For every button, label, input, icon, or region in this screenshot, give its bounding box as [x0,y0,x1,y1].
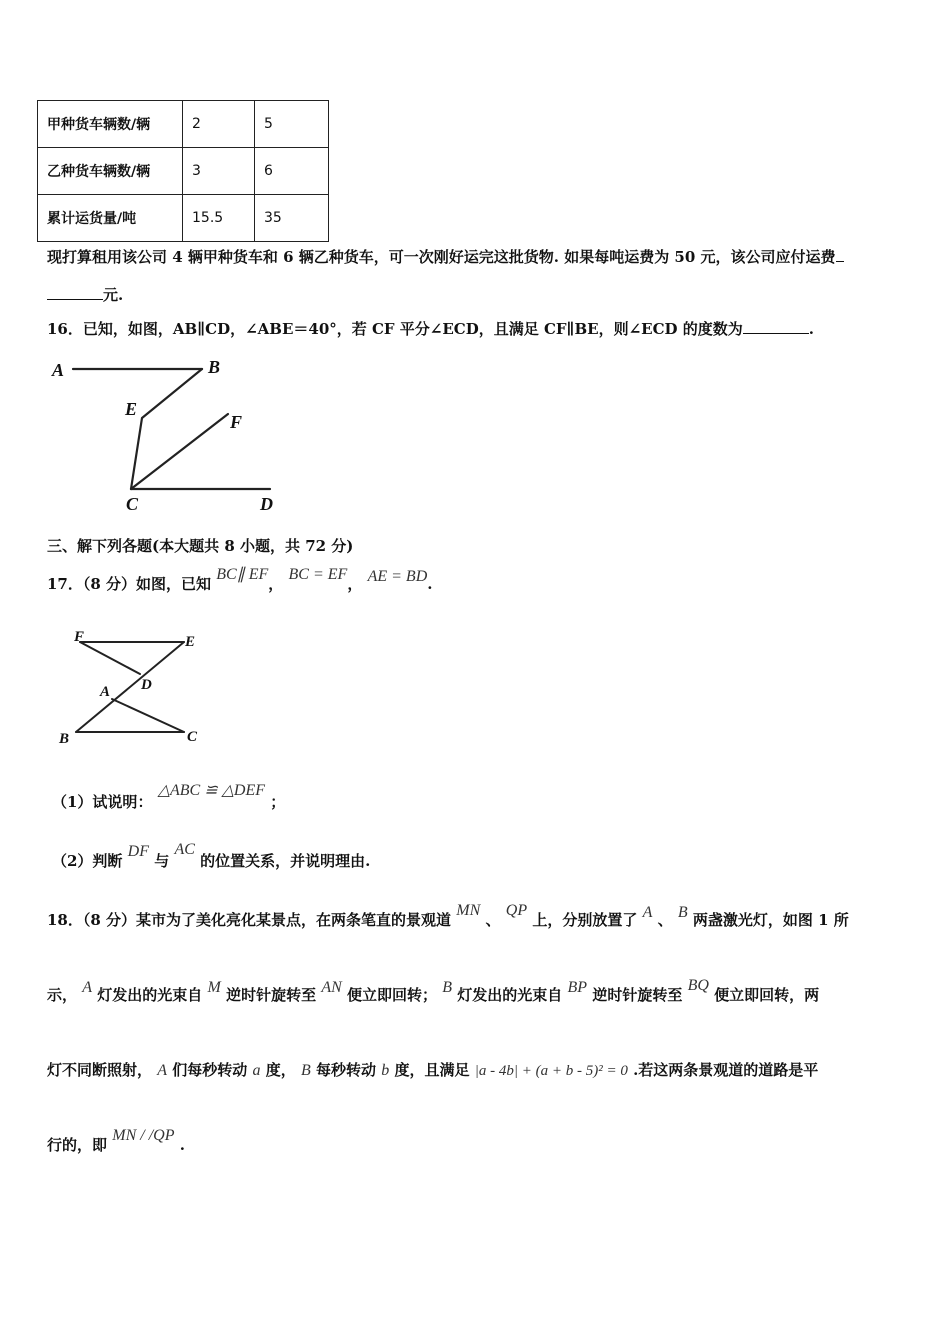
q15-unit: 元. [103,286,124,304]
q18-text: . [179,1136,185,1154]
q18-math: MN / /QP [112,1127,175,1144]
q18-text: 逆时针旋转至 [226,986,317,1004]
table-cell: 15.5 [183,195,255,242]
q17-math-3: AE = BD [367,568,428,585]
q17-sep1: ， [268,575,284,593]
q18-text: 示， [47,986,78,1004]
q18-text: 度， [265,1061,296,1079]
label-c: C [126,494,139,514]
q18-line-1 [47,902,849,930]
q16-text [47,318,814,339]
q15-line2 [47,284,123,305]
answer-blank [743,319,809,334]
q18-equation: |a - 4b| + (a + b - 5)² = 0 [474,1063,628,1079]
segment-cf [131,414,228,489]
q18-math: B [677,904,688,921]
q18-text: 度，且满足 [394,1061,470,1079]
label-d: D [260,494,273,514]
segment-ac [112,699,184,732]
q17-sep2: ， [347,575,363,593]
q16-end: . [808,320,815,338]
table-cell: 累计运货量/吨 [38,195,183,242]
q18-math: MN [456,902,481,919]
q17-prefix: 17．（8 分）如图，已知 [47,575,212,593]
table-row [38,101,329,148]
q18-text: 每秒转动 [316,1061,377,1079]
q17-figure [52,622,212,748]
label-a: A [100,684,111,700]
q18-text: 灯发出的光束自 [457,986,563,1004]
q17-part2-math-1: DF [127,843,149,860]
q18-line-4 [47,1127,185,1155]
q18-line-3 [47,1059,818,1080]
q17-part2-mid: 与 [154,852,170,870]
q16-figure [40,352,300,517]
q17-math-1: BC∥ EF [216,566,269,583]
label-d: D [141,677,152,693]
q17-part2-prefix: （2）判断 [52,852,123,870]
q17-end: . [427,575,433,593]
answer-blank [836,247,844,262]
label-c: C [187,729,198,745]
q18-math: b [381,1062,390,1079]
q18-text: 两盏激光灯，如图 1 所 [692,911,849,929]
table-cell: 35 [255,195,329,242]
label-f: F [230,412,243,432]
q18-text: .若这两条景观道的道路是平 [633,1061,819,1079]
q18-line-2 [47,977,820,1005]
q18-text: 18．（8 分）某市为了美化亮化某景点，在两条笔直的景观道 [47,911,452,929]
q17-part1-prefix: （1）试说明： [52,793,153,811]
label-e: E [125,399,138,419]
table-cell: 6 [255,148,329,195]
q18-math: BQ [687,977,709,994]
table-cell: 乙种货车辆数/辆 [38,148,183,195]
q18-math: QP [505,902,528,919]
segment-bec [131,369,202,489]
q18-text: 上，分别放置了 [532,911,638,929]
q18-text: 行的，即 [47,1136,108,1154]
q17-text [47,566,433,594]
q18-text: 、 [485,911,501,929]
q18-text: 灯不同断照射， [47,1061,153,1079]
label-f: F [74,629,85,645]
q18-text: 便立即回转； [347,986,438,1004]
q18-math: A [82,979,93,996]
table-cell: 5 [255,101,329,148]
label-b: B [59,731,70,747]
q18-text: 们每秒转动 [172,1061,248,1079]
answer-blank [47,285,103,300]
table-cell: 甲种货车辆数/辆 [38,101,183,148]
q17-part2-math-2: AC [174,841,195,858]
q17-part1-math: △ABC ≌ △DEF [157,782,266,799]
q18-math: M [207,979,221,996]
q17-math-2: BC = EF [288,566,348,583]
q18-math: A [642,904,653,921]
table-row [38,148,329,195]
q18-math: B [301,1062,311,1079]
label-e: E [185,634,196,650]
q17-part2-end: 的位置关系，并说明理由. [200,852,371,870]
label-b: B [208,357,221,377]
table-row [38,195,329,242]
q17-part2 [52,841,371,871]
section-title: 三、解下列各题(本大题共 8 小题，共 72 分) [47,537,354,555]
q18-text: 、 [657,911,673,929]
q15-text [47,246,844,267]
q18-math: BP [567,979,588,996]
freight-table [37,100,329,242]
q18-math: AN [321,979,342,996]
q16-body: 16．已知，如图，AB∥CD，∠ABE＝40°，若 CF 平分∠ECD，且满足 CF∥BE，则∠ECD 的度数为 [47,320,743,338]
q18-math: a [252,1062,261,1079]
q18-text: 灯发出的光束自 [97,986,203,1004]
q17-part1-end: ； [270,793,286,811]
segment-eb [76,642,184,732]
table-cell: 3 [183,148,255,195]
table-cell: 2 [183,101,255,148]
segment-fd [80,642,140,674]
q18-text: 逆时针旋转至 [592,986,683,1004]
q17-part1 [52,782,286,812]
q18-math: B [442,979,453,996]
label-a: A [52,360,65,380]
q15-body: 现打算租用该公司 4 辆甲种货车和 6 辆乙种货车，可一次刚好运完这批货物. 如果每吨运费为 50 元，该公司应付运费 [47,248,836,266]
q18-math: A [157,1062,168,1079]
q18-text: 便立即回转，两 [714,986,820,1004]
